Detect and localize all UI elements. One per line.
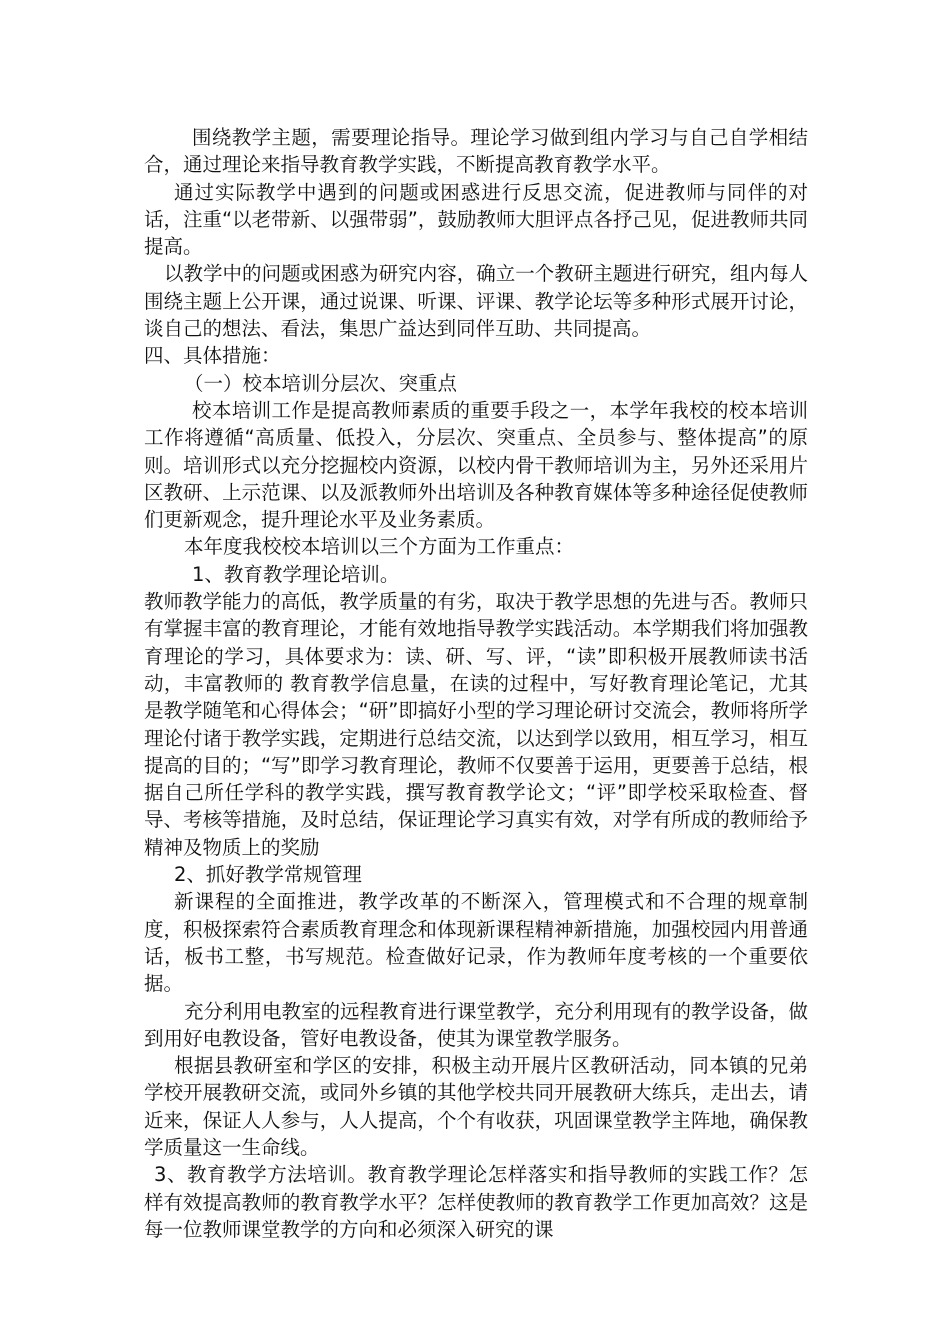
paragraph-remote-education: 充分利用电教室的远程教育进行课堂教学，充分利用现有的教学设备，做到用好电教设备，管好电教设备，使其为课堂教学服务。 bbox=[144, 999, 809, 1050]
item-heading-theory-training: 1、教育教学理论培训。 bbox=[192, 562, 400, 586]
paragraph-theory-training: 教师教学能力的高低，教学质量的有劣，取决于教学思想的先进与否。教师只有掌握丰富的教育理论，才能有效地指导教学实践活动。本学期我们将加强教育理论的学习，具体要求为：读、研、写、评，“读”即积极开展教师读书活动，丰富教师的 教育教学信息量，在读的过程中，写好教育理论笔记，尤其是教学随笔和心得体会；“研”即搞好小型的学习理论研讨交流会，教师将所学理论付诸于教学实践，定期进行总结交流，以达到学以致用，相互学习，相互提高的目的；“写”即学习教育理论，教师不仅要善于运用，更要善于总结，根据自己所任学科的教学实践，撰写教育教学论文；“评”即学校采取检查、督导、考核等措施，及时总结，保证理论学习真实有效，对学有所成的教师给予精神及物质上的奖励 bbox=[144, 590, 808, 859]
paragraph-reflection-exchange: 通过实际教学中遇到的问题或困惑进行反思交流，促进教师与同伴的对话，注重“以老带新、以强带弱”，鼓励教师大胆评点各抒己见，促进教师共同提高。 bbox=[144, 180, 808, 259]
paragraph-district-research: 根据县教研室和学区的安排，积极主动开展片区教研活动，同本镇的兄弟学校开展教研交流，或同外乡镇的其他学校共同开展教研大练兵，走出去，请近来，保证人人参与，人人提高，个个有收获，巩固课堂教学主阵地，确保教学质量这一生命线。 bbox=[144, 1054, 808, 1159]
paragraph-method-training: 3、教育教学方法培训。教育教学理论怎样落实和指导教师的实践工作？怎样有效提高教师的教育教学水平？怎样使教师的教育教学工作更加高效？这是每一位教师课堂教学的方向和必须深入研究的课 bbox=[144, 1163, 808, 1241]
paragraph-research-topic: 以教学中的问题或困惑为研究内容，确立一个教研主题进行研究，组内每人围绕主题上公开课，通过说课、听课、评课、教学论坛等多种形式展开讨论，谈自己的想法、看法，集思广益达到同伴互助、共同提高。 bbox=[144, 262, 808, 341]
document-body bbox=[144, 124, 808, 1243]
paragraph-new-curriculum: 新课程的全面推进，教学改革的不断深入，管理模式和不合理的规章制度，积极探索符合素质教育理念和体现新课程精神新措施，加强校园内用普通话，板书工整，书写规范。检查做好记录，作为教师年度考核的一个重要依据。 bbox=[144, 890, 808, 996]
item-heading-routine-management: 2、抓好教学常规管理 bbox=[174, 863, 362, 887]
paragraph-theory-guidance: 围绕教学主题，需要理论指导。理论学习做到组内学习与自己自学相结合，通过理论来指导教育教学实践，不断提高教育教学水平。 bbox=[144, 126, 808, 177]
section-heading-measures: 四、具体措施： bbox=[144, 344, 281, 368]
paragraph-school-training: 校本培训工作是提高教师素质的重要手段之一，本学年我校的校本培训工作将遵循“高质量、低投入，分层次、突重点、全员参与、整体提高”的原则。培训形式以充分挖掘校内资源，以校内骨干教师培训为主，另外还采用片区教研、上示范课、以及派教师外出培训及各种教育媒体等多种途径促使教师们更新观念，提升理论水平及业务素质。 bbox=[144, 398, 808, 532]
paragraph-three-focuses: 本年度我校校本培训以三个方面为工作重点： bbox=[184, 535, 575, 559]
subheading-school-training: （一）校本培训分层次、突重点 bbox=[184, 371, 458, 395]
